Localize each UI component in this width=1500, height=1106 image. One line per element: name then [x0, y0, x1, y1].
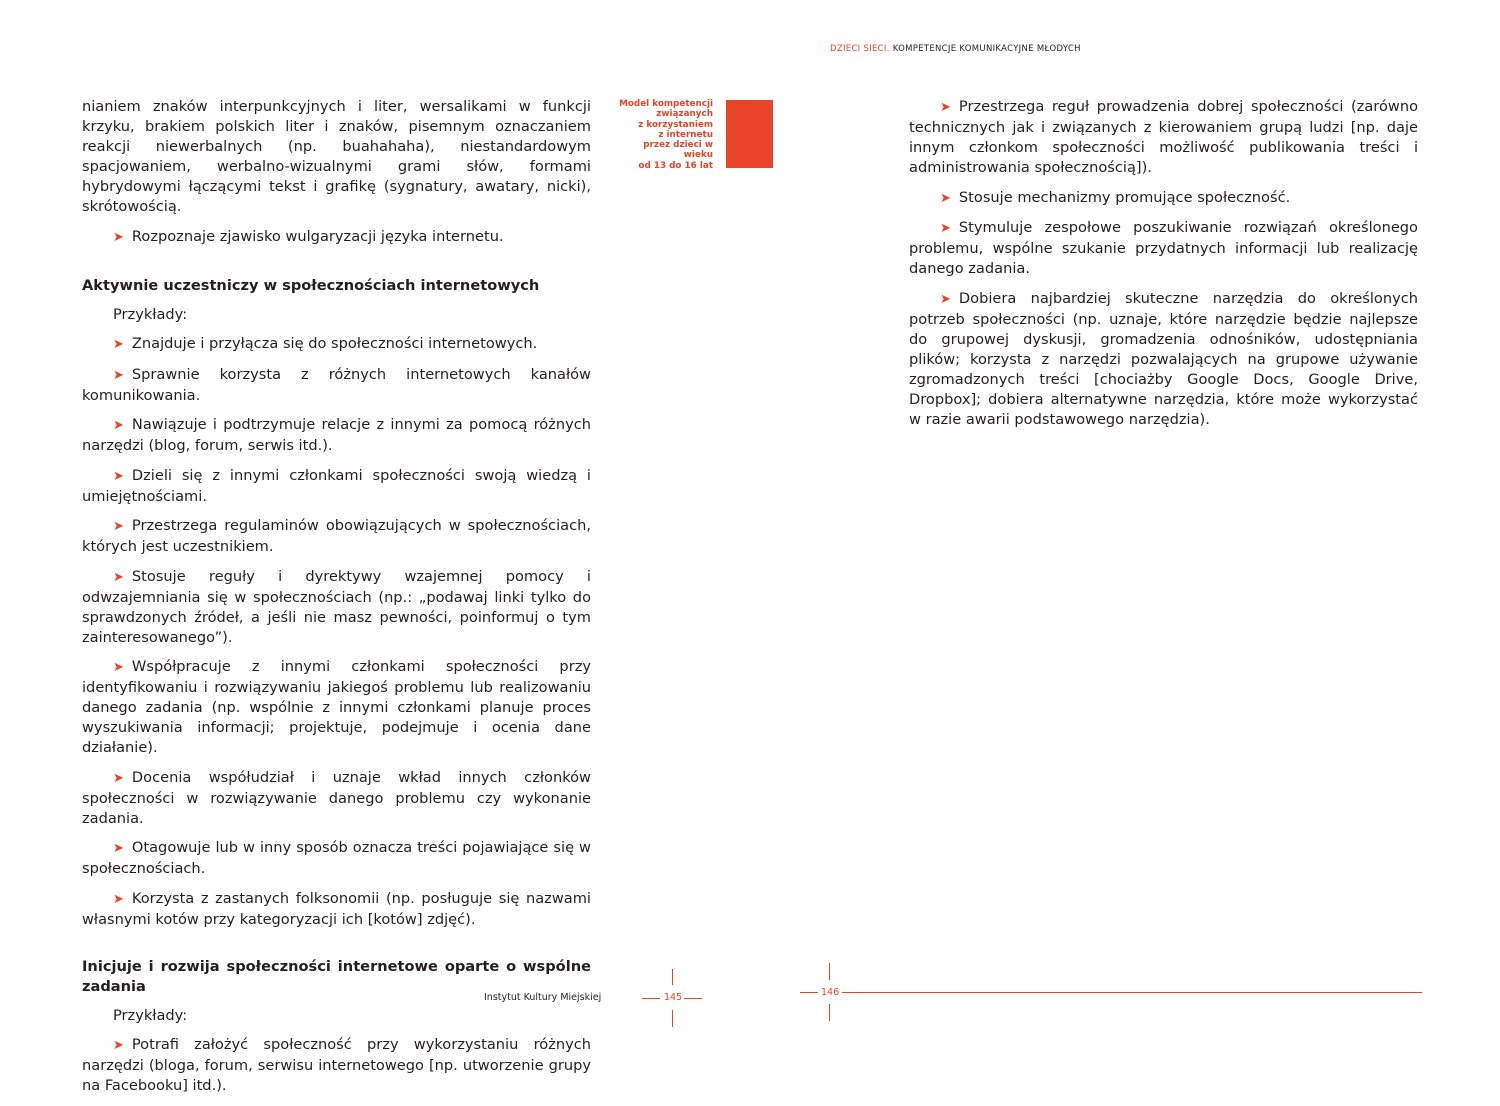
- arrow-bullet-icon: ➤: [113, 418, 124, 433]
- list-item: [82, 334, 591, 355]
- page-rule-line: [842, 992, 1422, 993]
- right-page-column: [909, 97, 1418, 439]
- page-marker-line: [672, 969, 673, 985]
- arrow-bullet-icon: ➤: [113, 1038, 124, 1053]
- arrow-bullet-icon: ➤: [940, 190, 951, 206]
- arrow-bullet-icon: ➤: [113, 770, 124, 786]
- running-header-brand: DZIECI SIECI.: [830, 44, 890, 54]
- arrow-bullet-icon: ➤: [113, 891, 124, 907]
- footer-publisher: Instytut Kultury Miejskiej: [484, 992, 602, 1003]
- sidebar-line: od 13 do 16 lat: [638, 160, 713, 171]
- section-marker-box: [726, 100, 773, 168]
- running-header: [830, 44, 1081, 54]
- section2-list: [82, 1035, 591, 1096]
- list-item-text: Otagowuje lub w inny sposób oznacza treści pojawiające się w społecznościach.: [82, 839, 591, 877]
- list-item-text: Nawiązuje i podtrzymuje relacje z innymi za pomocą różnych narzędzi (blog, forum, serwis itd.).: [82, 416, 591, 454]
- left-page-column: [82, 97, 591, 1106]
- list-item: [909, 188, 1418, 209]
- list-item-text: Dzieli się z innymi członkami społeczności swoją wiedzą i umiejętnościami.: [82, 466, 591, 505]
- list-item-text: Przestrzega regulaminów obowiązujących w społecznościach, których jest uczestnikiem.: [82, 517, 591, 555]
- list-item: [82, 567, 591, 648]
- arrow-bullet-icon: ➤: [113, 841, 124, 856]
- sidebar-line: Model kompetencji: [619, 99, 713, 109]
- arrow-bullet-icon: ➤: [113, 519, 124, 534]
- sidebar-line: z korzystaniem: [638, 119, 713, 130]
- arrow-bullet-icon: ➤: [113, 569, 124, 585]
- arrow-bullet-icon: ➤: [940, 221, 951, 236]
- right-list: [909, 97, 1418, 430]
- arrow-bullet-icon: ➤: [940, 100, 951, 115]
- list-item: [82, 415, 591, 456]
- list-item: [82, 657, 591, 758]
- page-marker-line: [672, 1010, 673, 1027]
- examples-label: Przykłady:: [113, 305, 188, 323]
- list-item: [82, 768, 591, 829]
- list-item: [909, 289, 1418, 430]
- bullet-text: Rozpoznaje zjawisko wulgaryzacji języka internetu.: [131, 227, 504, 245]
- sidebar-line: przez dzieci w wieku: [643, 140, 713, 161]
- list-item-text: Stymuluje zespołowe poszukiwanie rozwiązań określonego problemu, wspólne szukanie przydatnych informacji lub realizację danego zadania.: [909, 219, 1418, 277]
- list-item-text: Dobiera najbardziej skuteczne narzędzia do określonych potrzeb społeczności (np. uznaje, które narzędzie będzie najlepsze do grupowej dyskusji, gromadzenia odnośników, udostępniania plików; korzysta z narzędzi pozwalających na grupowe używanie zgromadzonych treści [chociażby Google Docs, Google Drive, Dropbox]; dobiera alternatywne narzędzia, które może wykorzystać w razie awarii podstawowego narzędzia).: [909, 289, 1418, 428]
- examples-label: Przykłady:: [113, 1006, 188, 1024]
- list-item: [82, 1035, 591, 1096]
- list-item-text: Współpracuje z innymi członkami społeczności przy identyfikowaniu i rozwiązywaniu jakiegoś problemu lub realizowaniu danego zadania (np. wspólnie z innymi członkami planuje proces wyszukiwania informacji; projektuje, podejmuje i ocenia dane działanie).: [82, 658, 591, 756]
- page-marker-line: [642, 998, 660, 999]
- list-item-text: Stosuje reguły i dyrektywy wzajemnej pomocy i odwzajemniania się w społecznościach (np.: „podawaj linki tylko do sprawdzonych źródeł, a jeśli nie masz pewności, poinformuj o tym zainteresowanego”).: [82, 567, 591, 646]
- list-item-text: Potrafi założyć społeczność przy wykorzystaniu różnych narzędzi (bloga, forum, serwisu internetowego [np. utworzenie grupy na Facebooku] itd.).: [82, 1036, 591, 1094]
- sidebar-line: z internetu: [658, 129, 713, 140]
- page-marker-line: [829, 963, 830, 980]
- page-marker-line: [800, 992, 818, 993]
- section-heading: Aktywnie uczestniczy w społecznościach internetowych: [82, 276, 540, 294]
- list-item: [82, 516, 591, 557]
- arrow-bullet-icon: ➤: [113, 660, 124, 675]
- arrow-bullet-icon: ➤: [113, 468, 124, 484]
- arrow-bullet-icon: ➤: [113, 229, 124, 245]
- arrow-bullet-icon: ➤: [113, 367, 124, 383]
- page-number-right: 146: [821, 987, 840, 998]
- list-item: [909, 218, 1418, 279]
- page-marker-line: [684, 998, 702, 999]
- list-item-text: Znajduje i przyłącza się do społeczności internetowych.: [131, 335, 538, 352]
- list-item: [82, 838, 591, 879]
- sidebar-model-label: [612, 99, 713, 171]
- list-item: [82, 889, 591, 930]
- page-marker-line: [829, 1004, 830, 1021]
- list-item: [82, 466, 591, 507]
- intro-paragraph: nianiem znaków interpunkcyjnych i liter, wersalikami w funkcji krzyku, brakiem polskich liter i znaków, pisemnym oznaczaniem reakcji niewerbalnych (np. buahahaha), niestandardowym spacjowaniem, werbalno-wizualnymi grami słów, formami hybrydowymi łączącymi tekst i grafikę (sygnatury, awatary, nicki), skrótowością.: [82, 98, 591, 215]
- sidebar-line: związanych: [656, 109, 713, 120]
- list-item: [909, 97, 1418, 178]
- list-item: [82, 365, 591, 406]
- list-item-text: Korzysta z zastanych folksonomii (np. posługuje się nazwami własnymi kotów przy kategoryzacji ich [kotów] zdjęć).: [82, 889, 591, 928]
- section1-list: [82, 334, 591, 930]
- intro-bullet: [82, 227, 591, 248]
- page-number-left: 145: [664, 992, 683, 1003]
- list-item-text: Sprawnie korzysta z różnych internetowych kanałów komunikowania.: [82, 365, 591, 404]
- list-item-text: Stosuje mechanizmy promujące społeczność.: [958, 188, 1291, 206]
- list-item-text: Przestrzega reguł prowadzenia dobrej społeczności (zarówno technicznych jak i związanych z kierowaniem grupą ludzi [np. daje innym członkom społeczności możliwość publikowania treści i administrowania społecznością]).: [909, 98, 1418, 176]
- list-item-text: Docenia współudział i uznaje wkład innych członków społeczności w rozwiązywanie danego problemu czy wykonanie zadania.: [82, 768, 591, 827]
- arrow-bullet-icon: ➤: [113, 337, 124, 352]
- arrow-bullet-icon: ➤: [940, 291, 951, 307]
- section-heading: Inicjuje i rozwija społeczności internetowe oparte o wspólne zadania: [82, 957, 591, 995]
- running-header-title: KOMPETENCJE KOMUNIKACYJNE MŁODYCH: [892, 44, 1081, 54]
